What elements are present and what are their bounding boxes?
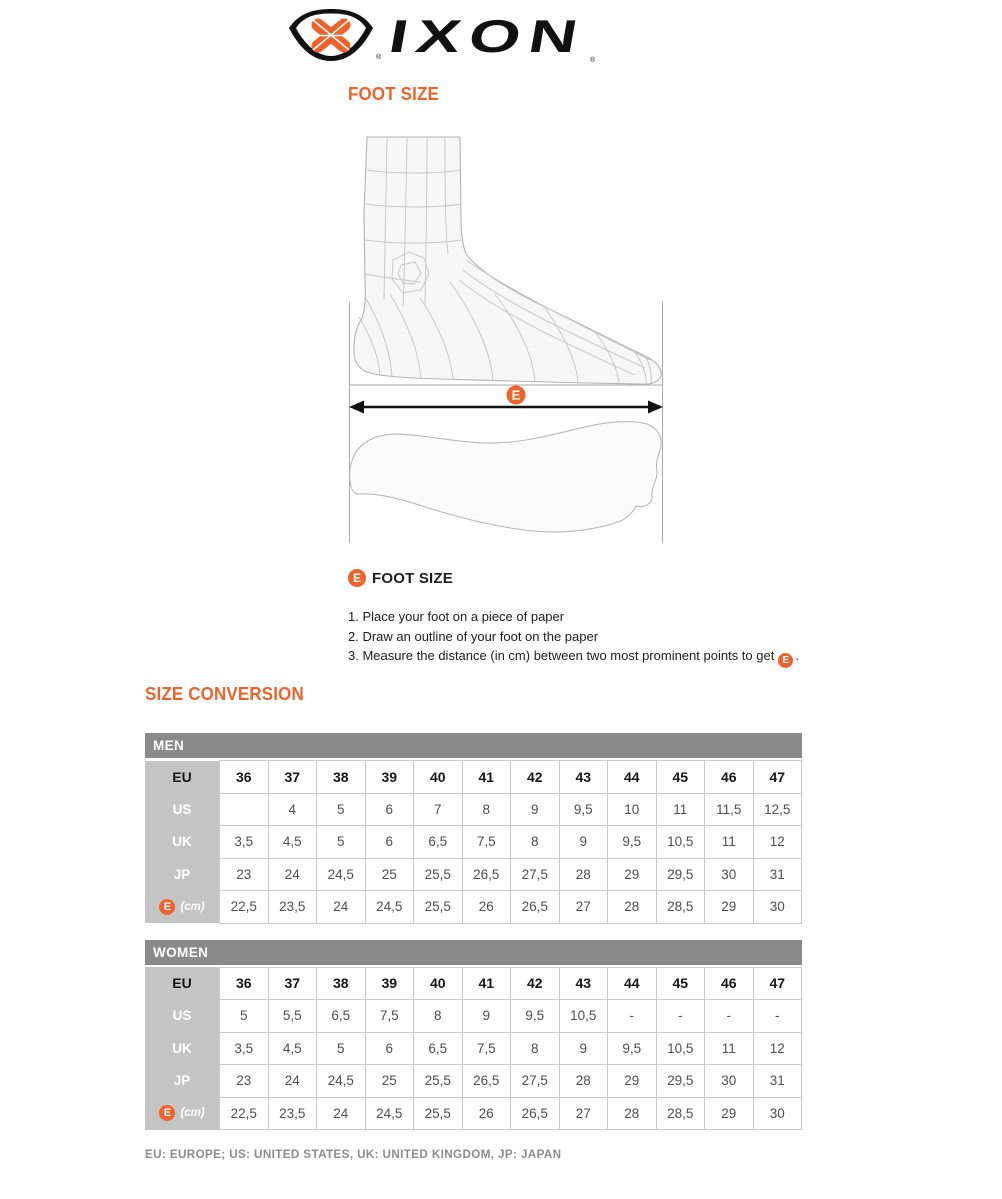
size-cell: 47: [753, 967, 802, 1000]
row-label: UK: [145, 1032, 220, 1065]
size-cell: 24,5: [317, 858, 366, 891]
size-conversion-heading: SIZE CONVERSION: [145, 684, 304, 704]
size-cell: 5: [317, 793, 366, 826]
size-cell: 25: [365, 1065, 414, 1098]
size-cell: 24: [268, 1065, 317, 1098]
size-cell: 38: [317, 967, 366, 1000]
size-cell: 7,5: [462, 1032, 511, 1065]
size-cell: 39: [365, 967, 414, 1000]
size-cell: 28: [608, 1097, 657, 1130]
registered-mark: ®: [376, 54, 382, 61]
size-cell: 22,5: [220, 1097, 269, 1130]
table-row: [145, 761, 802, 794]
size-cell: 6: [365, 826, 414, 859]
foot-size-caption: [348, 569, 453, 587]
size-cell: 36: [220, 761, 269, 794]
size-cell: 29,5: [656, 858, 705, 891]
size-cell: [220, 793, 269, 826]
instruction-step-1: 1. Place your foot on a piece of paper: [348, 609, 565, 624]
size-cell: 45: [656, 967, 705, 1000]
row-label: EU: [145, 761, 220, 794]
size-cell: 29,5: [656, 1065, 705, 1098]
size-cell: 8: [462, 793, 511, 826]
size-cell: -: [608, 1000, 657, 1033]
size-cell: 31: [753, 1065, 802, 1098]
size-cell: 26,5: [462, 858, 511, 891]
size-cell: 22,5: [220, 891, 269, 924]
instruction-step-2: 2. Draw an outline of your foot on the paper: [348, 628, 599, 644]
size-cell: 9: [511, 793, 560, 826]
size-cell: 24,5: [317, 1065, 366, 1098]
size-cell: 42: [511, 967, 560, 1000]
size-cell: 7,5: [462, 826, 511, 859]
size-cell: 7: [414, 793, 463, 826]
size-cell: 23,5: [268, 1097, 317, 1130]
size-cell: 45: [656, 761, 705, 794]
size-cell: 29: [608, 1065, 657, 1098]
e-badge-icon: E: [778, 653, 793, 668]
size-cell: 9: [559, 826, 608, 859]
size-table-men: [145, 733, 802, 924]
size-conversion-tables: [145, 733, 802, 1146]
size-cell: 39: [365, 761, 414, 794]
size-cell: 44: [608, 967, 657, 1000]
size-table-women: [145, 940, 802, 1131]
registered-mark: ®: [590, 57, 596, 64]
size-cell: 26,5: [511, 1097, 560, 1130]
size-cell: 3,5: [220, 826, 269, 859]
table-title-bar: MEN: [145, 733, 802, 758]
size-cell: 43: [559, 761, 608, 794]
size-cell: 47: [753, 761, 802, 794]
size-cell: 10,5: [656, 826, 705, 859]
size-cell: 25,5: [414, 1065, 463, 1098]
size-cell: 41: [462, 761, 511, 794]
size-cell: 25,5: [414, 891, 463, 924]
size-cell: 6: [365, 1032, 414, 1065]
size-cell: 11: [656, 793, 705, 826]
svg-text:E: E: [511, 387, 521, 403]
e-badge-icon: E: [159, 899, 175, 915]
size-cell: 46: [705, 761, 754, 794]
size-cell: 28: [608, 891, 657, 924]
size-cell: 26: [462, 891, 511, 924]
table-title-bar: WOMEN: [145, 940, 802, 965]
size-cell: 24,5: [365, 891, 414, 924]
size-cell: 40: [414, 967, 463, 1000]
size-cell: 27,5: [511, 1065, 560, 1098]
table-row: [145, 1065, 802, 1098]
foot-measure-diagram: [345, 132, 665, 547]
instruction-step-3: 3. Measure the distance (in cm) between two most prominent points to get E .: [348, 646, 799, 668]
size-cell: 25,5: [414, 1097, 463, 1130]
size-cell: 3,5: [220, 1032, 269, 1065]
table-row: [145, 1097, 802, 1130]
size-cell: 37: [268, 967, 317, 1000]
size-cell: -: [656, 1000, 705, 1033]
size-cell: 11: [705, 826, 754, 859]
legend-note: EU: EUROPE; US: UNITED STATES, UK: UNITED KINGDOM, JP: JAPAN: [145, 1147, 562, 1161]
table-row: [145, 967, 802, 1000]
size-cell: 9,5: [608, 1032, 657, 1065]
size-table: [145, 967, 802, 1131]
size-cell: 9,5: [559, 793, 608, 826]
measure-e-badge: [507, 386, 526, 405]
size-cell: 28: [559, 858, 608, 891]
size-cell: 23: [220, 858, 269, 891]
size-cell: 10,5: [559, 1000, 608, 1033]
size-cell: 42: [511, 761, 560, 794]
size-cell: 44: [608, 761, 657, 794]
size-cell: 30: [705, 858, 754, 891]
size-cell: 11,5: [705, 793, 754, 826]
size-cell: 28,5: [656, 1097, 705, 1130]
size-cell: 28: [559, 1065, 608, 1098]
row-label: UK: [145, 826, 220, 859]
size-cell: 9: [462, 1000, 511, 1033]
size-cell: 29: [705, 891, 754, 924]
size-cell: 6: [365, 793, 414, 826]
size-cell: 37: [268, 761, 317, 794]
size-cell: 26,5: [462, 1065, 511, 1098]
row-label: US: [145, 793, 220, 826]
size-cell: 9,5: [608, 826, 657, 859]
size-cell: 24: [317, 1097, 366, 1130]
size-cell: 25,5: [414, 858, 463, 891]
ixon-logo-graphic: [287, 6, 599, 64]
size-cell: 8: [414, 1000, 463, 1033]
cm-unit-label: (cm): [180, 1107, 205, 1120]
size-cell: 12: [753, 826, 802, 859]
size-cell: -: [753, 1000, 802, 1033]
size-cell: 24,5: [365, 1097, 414, 1130]
size-cell: 41: [462, 967, 511, 1000]
ixon-logo-text: IXON: [385, 10, 531, 62]
size-cell: 6,5: [414, 1032, 463, 1065]
size-cell: 9,5: [511, 1000, 560, 1033]
size-cell: 30: [753, 1097, 802, 1130]
size-cell: 24: [317, 891, 366, 924]
size-cell: 7,5: [365, 1000, 414, 1033]
table-row: [145, 793, 802, 826]
table-row: [145, 826, 802, 859]
size-cell: 25: [365, 858, 414, 891]
size-cell: 23: [220, 1065, 269, 1098]
size-cell: 23,5: [268, 891, 317, 924]
size-cell: 30: [705, 1065, 754, 1098]
table-row: [145, 891, 802, 924]
size-cell: 10: [608, 793, 657, 826]
brand-logo: [287, 6, 599, 64]
wireframe-foot-icon: [354, 137, 661, 384]
row-label: EU: [145, 967, 220, 1000]
size-cell: 10,5: [656, 1032, 705, 1065]
size-cell: 6,5: [317, 1000, 366, 1033]
row-label: [145, 891, 220, 924]
e-badge-icon: E: [159, 1105, 175, 1121]
table-row: [145, 1000, 802, 1033]
size-cell: 27: [559, 891, 608, 924]
size-cell: 27: [559, 1097, 608, 1130]
size-cell: 4,5: [268, 826, 317, 859]
measure-instructions: [348, 607, 799, 668]
size-cell: 12: [753, 1032, 802, 1065]
size-cell: 5,5: [268, 1000, 317, 1033]
size-cell: 9: [559, 1032, 608, 1065]
size-cell: 29: [705, 1097, 754, 1130]
e-badge-icon: E: [348, 569, 366, 587]
cm-unit-label: (cm): [180, 900, 205, 913]
size-cell: 4: [268, 793, 317, 826]
size-cell: 36: [220, 967, 269, 1000]
size-cell: 8: [511, 1032, 560, 1065]
size-cell: 11: [705, 1032, 754, 1065]
size-cell: 26,5: [511, 891, 560, 924]
size-cell: 5: [317, 826, 366, 859]
size-cell: 30: [753, 891, 802, 924]
size-cell: 6,5: [414, 826, 463, 859]
size-cell: 26: [462, 1097, 511, 1130]
size-cell: 29: [608, 858, 657, 891]
size-cell: 43: [559, 967, 608, 1000]
foot-outline-icon: [350, 422, 662, 532]
size-cell: 31: [753, 858, 802, 891]
table-row: [145, 858, 802, 891]
foot-size-heading: FOOT SIZE: [348, 84, 440, 104]
size-cell: 24: [268, 858, 317, 891]
measure-arrow: [349, 401, 663, 414]
size-cell: 40: [414, 761, 463, 794]
size-cell: 27,5: [511, 858, 560, 891]
ixon-emblem-icon: [289, 9, 373, 61]
size-cell: 38: [317, 761, 366, 794]
size-cell: -: [705, 1000, 754, 1033]
size-cell: 8: [511, 826, 560, 859]
size-cell: 4,5: [268, 1032, 317, 1065]
caption-label: FOOT SIZE: [372, 569, 453, 587]
row-label: JP: [145, 1065, 220, 1098]
row-label: [145, 1097, 220, 1130]
size-cell: 5: [317, 1032, 366, 1065]
size-cell: 28,5: [656, 891, 705, 924]
row-label: JP: [145, 858, 220, 891]
size-table: [145, 760, 802, 924]
size-cell: 46: [705, 967, 754, 1000]
row-label: US: [145, 1000, 220, 1033]
size-cell: 12,5: [753, 793, 802, 826]
table-row: [145, 1032, 802, 1065]
size-cell: 5: [220, 1000, 269, 1033]
